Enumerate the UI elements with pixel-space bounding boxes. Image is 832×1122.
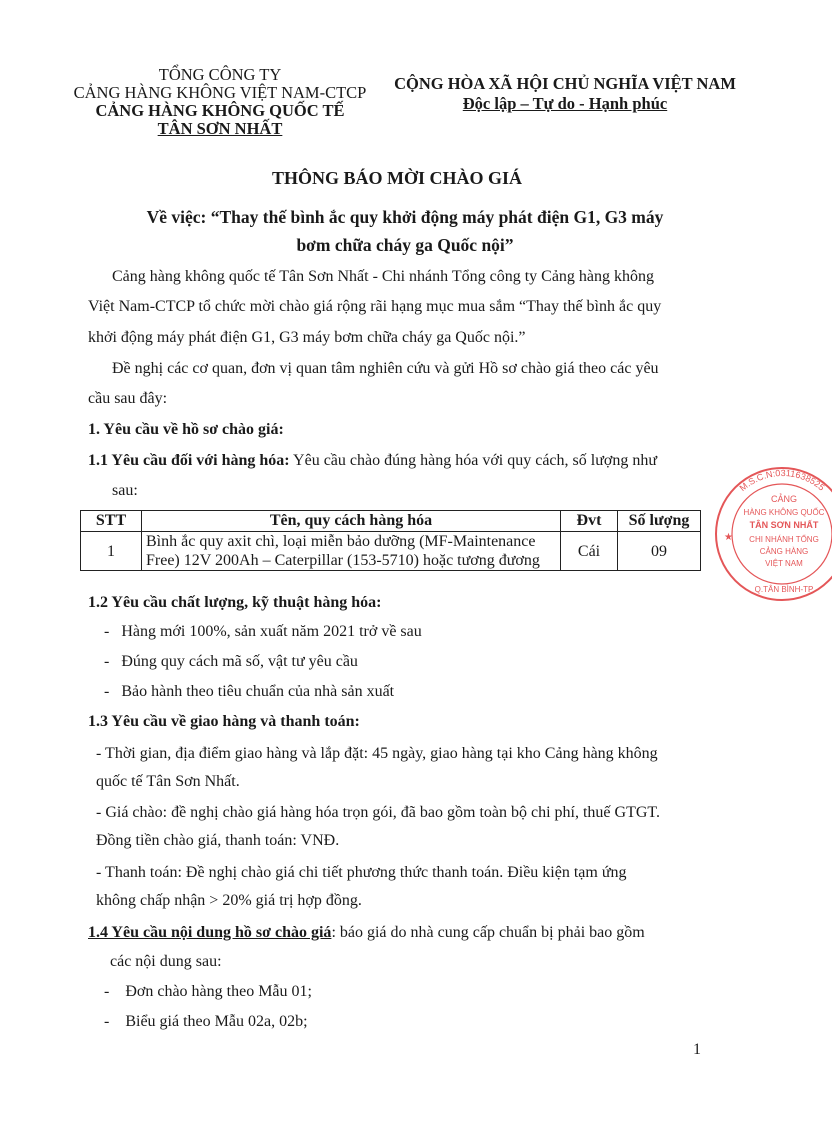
agency-line-1: TỔNG CÔNG TY: [158, 65, 282, 84]
section-1-1-text: Yêu cầu chào đúng hàng hóa với quy cách, số lượng như: [289, 452, 657, 469]
seal-text-2: HÀNG KHÔNG QUỐC: [743, 508, 825, 517]
subject-line-2: bơm chữa cháy ga Quốc nội”: [296, 235, 514, 255]
section-1-3-heading: 1.3 Yêu cầu về giao hàng và thanh toán:: [88, 713, 360, 730]
section-1-1: [88, 452, 657, 470]
table-row: [81, 532, 701, 571]
cell-unit: Cái: [561, 532, 618, 571]
delivery-line-1: - Thời gian, địa điểm giao hàng và lắp đặt: 45 ngày, giao hàng tại kho Cảng hàng không: [96, 745, 658, 762]
intro-line-4: Đề nghị các cơ quan, đơn vị quan tâm nghiên cứu và gửi Hồ sơ chào giá theo các yêu: [112, 360, 659, 377]
agency-line-4: TÂN SƠN NHẤT: [157, 119, 283, 138]
list-item: - Hàng mới 100%, sản xuất năm 2021 trở về sau: [104, 623, 422, 640]
list-item: - Bảo hành theo tiêu chuẩn của nhà sản xuất: [104, 683, 395, 700]
payment-line-2: không chấp nhận > 20% giá trị hợp đồng.: [96, 892, 362, 909]
header-qty: Số lượng: [618, 511, 701, 532]
section-1-heading: 1. Yêu cầu về hồ sơ chào giá:: [88, 421, 284, 438]
seal-text-5: CẢNG HÀNG: [759, 547, 809, 556]
motto: Độc lập – Tự do - Hạnh phúc: [462, 94, 668, 113]
price-line-1: - Giá chào: đề nghị chào giá hàng hóa trọn gói, đã bao gồm toàn bộ chi phí, thuế GTGT.: [96, 804, 660, 821]
list-item: - Đơn chào hàng theo Mẫu 01;: [104, 983, 312, 1000]
delivery-line-2: quốc tế Tân Sơn Nhất.: [96, 773, 240, 790]
section-1-4-label: 1.4 Yêu cầu nội dung hồ sơ chào giá: [88, 924, 332, 941]
intro-line-5: cầu sau đây:: [88, 390, 168, 407]
header-stt: STT: [81, 511, 142, 532]
section-1-4-text-2: các nội dung sau:: [110, 953, 222, 970]
price-line-2: Đồng tiền chào giá, thanh toán: VNĐ.: [96, 832, 340, 849]
seal-ring-text: M.S.C.N:0311638525: [737, 467, 827, 494]
header-name: Tên, quy cách hàng hóa: [142, 511, 561, 532]
table-header-row: [81, 511, 701, 532]
seal-star-icon: ★: [724, 532, 733, 543]
cell-name: [142, 532, 561, 571]
cell-name-line-2: Free) 12V 200Ah – Caterpillar (153-5710) hoặc tương đương: [146, 552, 540, 569]
section-1-2-heading: 1.2 Yêu cầu chất lượng, kỹ thuật hàng hóa:: [88, 594, 382, 611]
page-title: THÔNG BÁO MỜI CHÀO GIÁ: [271, 168, 522, 188]
cell-name-line-1: Bình ắc quy axit chì, loại miễn bảo dưỡng (MF-Maintenance: [146, 533, 536, 550]
page-number: 1: [693, 1041, 701, 1058]
seal-text-4: CHI NHÁNH TỔNG: [749, 535, 819, 544]
payment-line-1: - Thanh toán: Đề nghị chào giá chi tiết phương thức thanh toán. Điều kiện tạm ứng: [96, 864, 627, 881]
seal-text-3: TÂN SƠN NHẤT: [749, 520, 819, 530]
list-item: - Biểu giá theo Mẫu 02a, 02b;: [104, 1013, 308, 1030]
agency-line-2: CẢNG HÀNG KHÔNG VIỆT NAM-CTCP: [73, 83, 367, 102]
section-1-1-label: 1.1 Yêu cầu đối với hàng hóa:: [88, 452, 290, 469]
cell-stt: 1: [81, 532, 142, 571]
intro-line-3: khởi động máy phát điện G1, G3 máy bơm chữa cháy ga Quốc nội.”: [88, 329, 526, 346]
company-seal-stamp: [712, 462, 832, 612]
seal-text-1: CẢNG: [770, 494, 798, 504]
section-1-4-text: : báo giá do nhà cung cấp chuẩn bị phải bao gồm: [331, 924, 645, 941]
seal-text-6: VIỆT NAM: [765, 559, 803, 568]
national-motto: [375, 74, 755, 114]
section-1-1-text-2: sau:: [112, 482, 138, 499]
header-unit: Đvt: [561, 511, 618, 532]
cell-qty: 09: [618, 532, 701, 571]
country-name: CỘNG HÒA XÃ HỘI CHỦ NGHĨA VIỆT NAM: [394, 74, 736, 93]
list-item: - Đúng quy cách mã số, vật tư yêu cầu: [104, 653, 358, 670]
goods-table: [80, 510, 701, 571]
seal-bottom-text: Q.TÂN BÌNH-TP: [754, 585, 814, 594]
agency-block: [40, 66, 400, 138]
section-1-4: [88, 924, 645, 942]
intro-line-2: Việt Nam-CTCP tổ chức mời chào giá rộng rãi hạng mục mua sắm “Thay thế bình ắc quy: [88, 298, 662, 315]
agency-line-3: CẢNG HÀNG KHÔNG QUỐC TẾ: [95, 101, 345, 120]
intro-line-1: Cảng hàng không quốc tế Tân Sơn Nhất - Chi nhánh Tổng công ty Cảng hàng không: [112, 268, 655, 285]
subject-line-1: Về việc: “Thay thế bình ắc quy khởi động máy phát điện G1, G3 máy: [146, 207, 664, 227]
